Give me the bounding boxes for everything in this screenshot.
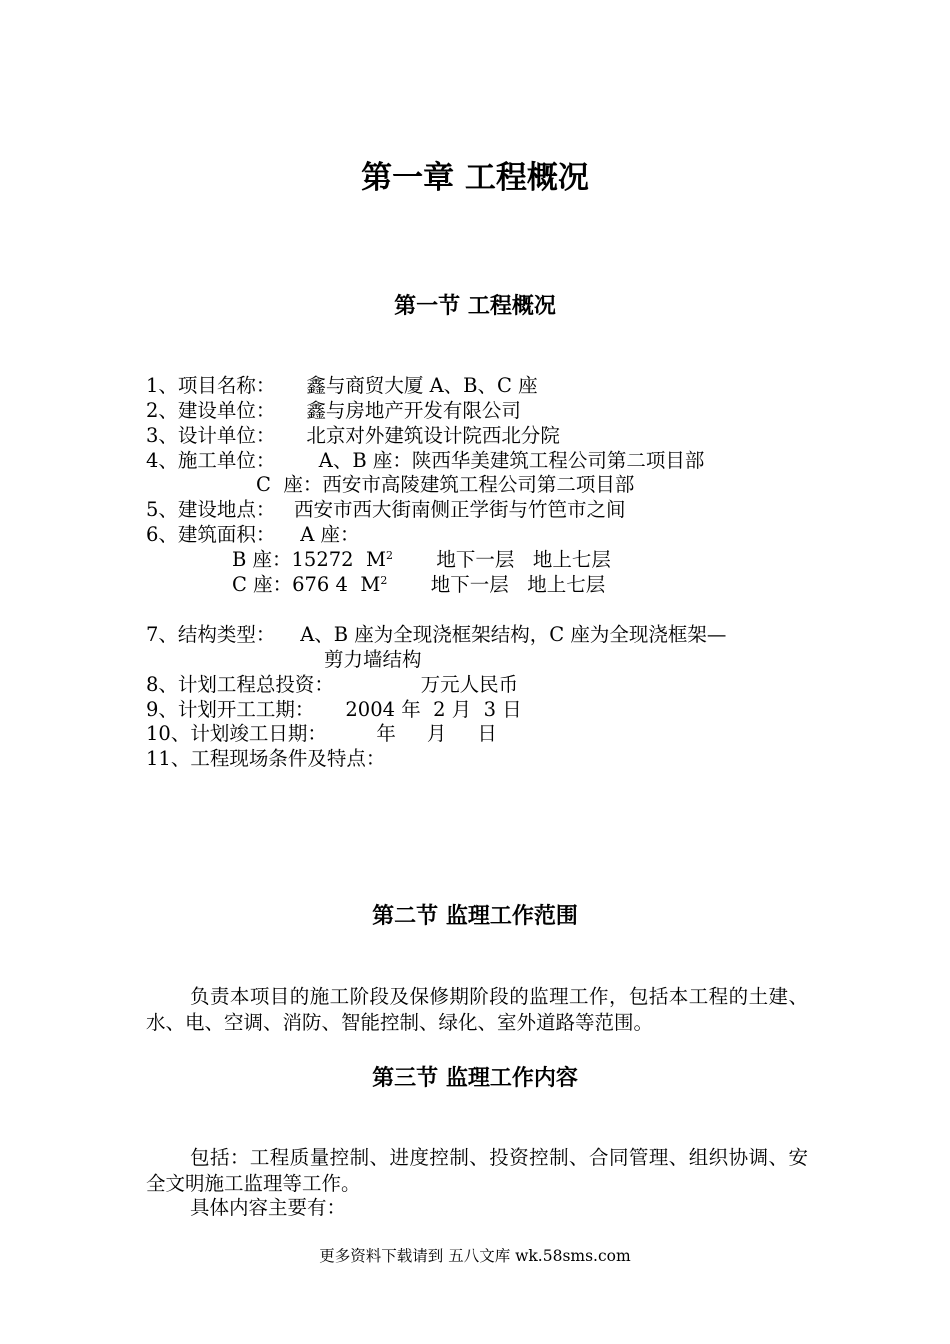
area-c-value: C 座：676 4 M xyxy=(232,573,381,596)
info-item-contractor-c: C 座：西安市高陵建筑工程公司第二项目部 xyxy=(256,473,635,496)
section-title-1: 第一节 工程概况 xyxy=(394,294,556,319)
info-item-start-date: 9、计划开工工期： 2004 年 2 月 3 日 xyxy=(146,698,522,721)
info-item-end-date: 10、计划竣工日期： 年 月 日 xyxy=(146,722,497,745)
info-item-area-b xyxy=(232,547,611,572)
info-item-area: 6、建筑面积： A 座： xyxy=(146,523,360,546)
page-footer: 更多资料下载请到 五八文库 wk.58sms.com xyxy=(319,1247,631,1265)
section-title-2: 第二节 监理工作范围 xyxy=(372,904,578,929)
info-item-structure: 7、结构类型： A、B 座为全现浇框架结构，C 座为全现浇框架— xyxy=(146,623,727,646)
info-item-investment: 8、计划工程总投资： 万元人民币 xyxy=(146,673,519,696)
area-b-value: B 座：15272 M xyxy=(232,548,386,571)
section2-paragraph: 负责本项目的施工阶段及保修期阶段的监理工作，包括本工程的土建、水、电、空调、消防、智能控制、绿化、室外道路等范围。 xyxy=(146,985,808,1034)
info-item-site-conditions: 11、工程现场条件及特点： xyxy=(146,747,386,770)
section3-paragraph: 包括：工程质量控制、进度控制、投资控制、合同管理、组织协调、安全文明施工监理等工作。 xyxy=(146,1146,808,1195)
chapter-title: 第一章 工程概况 xyxy=(361,160,589,196)
info-item-location: 5、建设地点： 西安市西大街南侧正学街与竹笆市之间 xyxy=(146,498,626,521)
section-title-3: 第三节 监理工作内容 xyxy=(372,1066,578,1091)
info-item-project-name: 1、项目名称： 鑫与商贸大厦 A、B、C 座 xyxy=(146,374,538,397)
info-item-area-c xyxy=(232,572,605,597)
info-item-contractor: 4、施工单位： A、B 座：陕西华美建筑工程公司第二项目部 xyxy=(146,449,705,472)
area-c-floors: 地下一层 地上七层 xyxy=(387,573,606,596)
info-item-builder: 2、建设单位： 鑫与房地产开发有限公司 xyxy=(146,399,521,422)
section3-paragraph-2: 具体内容主要有： xyxy=(190,1196,347,1219)
area-b-superscript: 2 xyxy=(385,549,393,562)
info-item-designer: 3、设计单位： 北京对外建筑设计院西北分院 xyxy=(146,424,560,447)
area-b-floors: 地下一层 地上七层 xyxy=(392,548,611,571)
info-item-structure-cont: 剪力墙结构 xyxy=(324,648,422,671)
area-c-superscript: 2 xyxy=(380,574,388,587)
